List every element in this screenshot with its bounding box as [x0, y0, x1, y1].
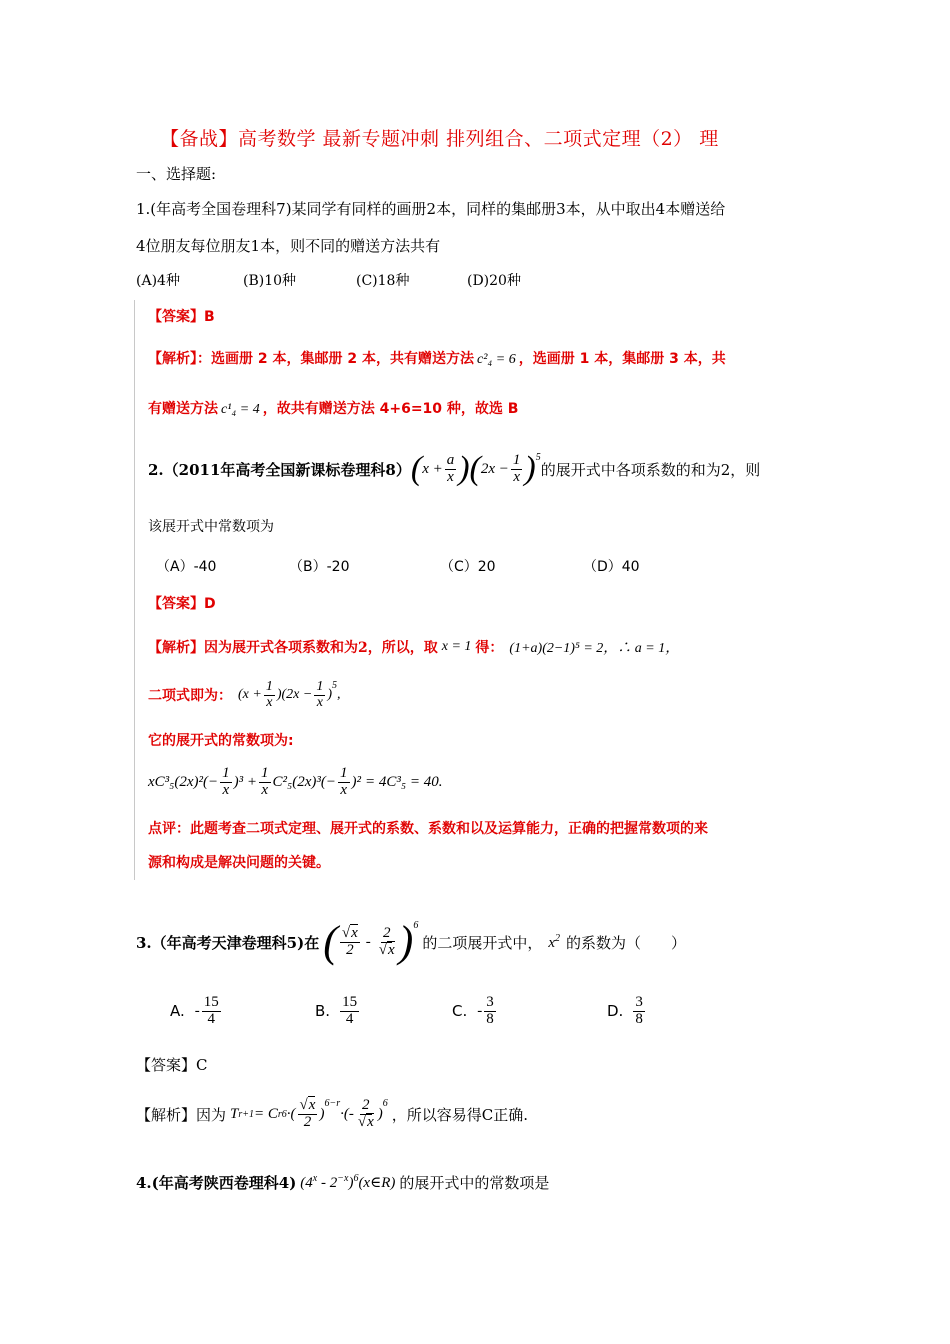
q4-expression: $(4^x - 2^{-x})^6(x\in R)$ [300, 1173, 396, 1191]
q1-line1: 1.(年高考全国卷理科7)某同学有同样的画册2本，同样的集邮册3本，从中取出4本赠送给 [136, 200, 726, 218]
section-heading: 一、选择题: [136, 165, 217, 183]
q1-option-a: (A)4种 [136, 273, 180, 289]
q2-comment-line2: 源和构成是解决问题的关键。 [148, 855, 330, 871]
q3-expression: ( $\frac{√x}{2}$ - $\frac{2}{√x}$ ) $^6$ [323, 917, 419, 966]
q3-option-b: B. $\frac{15}{4}$ [315, 994, 358, 1027]
q1-explanation-line2: 有赠送方法 c¹₄ = 4 ，故共有赠送方法 4+6=10 种，故选 B [148, 401, 519, 417]
q3-option-d: D. $\frac{3}{8}$ [607, 994, 643, 1027]
q1-answer: 【答案】B [148, 309, 215, 325]
q2-line2: 该展开式中常数项为 [148, 519, 274, 535]
q4-line1: 4.(年高考陕西卷理科4) $(4^x - 2^{-x})^6(x\in R)$ 的展开式中的常数项是 [136, 1173, 550, 1192]
q3-option-c: C. - $\frac{3}{8}$ [452, 994, 494, 1027]
q3-line1: 3.（年高考天津卷理科5)在 ( $\frac{√x}{2}$ - $\frac{2}{√x}$ ) $^6$ 的二项展开式中， $x^2$ 的系数为（ ） [136, 917, 687, 966]
q3-answer: 【答案】C [136, 1056, 208, 1074]
q1-option-c: (C)18种 [356, 273, 410, 289]
q3-explanation: 【解析】因为 T r+1 = C r 6 ·( $\frac{√x}{2}$ ) $^{6-r}$ ·(- $\frac{2}{√x}$ ) $^6$ ，所以容易得C正确. [136, 1097, 528, 1130]
q2-option-c: （C）20 [440, 559, 496, 575]
q1-line2: 4位朋友每位朋友1本，则不同的赠送方法共有 [136, 237, 441, 255]
q2-constant-term-formula: xC³₅(2x)²(− $\frac{1}{x}$ )³ + $\frac{1}{x}$ C²₅(2x)³(− $\frac{1}{x}$ )² = 4C³₅ = 40. [148, 765, 443, 798]
q3-general-term: T r+1 = C r 6 ·( $\frac{√x}{2}$ ) $^{6-r}$ ·(- $\frac{2}{√x}$ ) $^6$ [230, 1097, 388, 1130]
q2-binomial: (x + $\frac{1}{x}$ )(2x − $\frac{1}{x}$ ) $^5$ , [238, 679, 341, 710]
q2-answer: 【答案】D [148, 596, 216, 612]
q2-line1: 2.（2011年高考全国新课标卷理科8） ( x + $\frac{a}{x}$ ) ( 2x − $\frac{1}{x}$ ) $^5$ 的展开式中各项系数的和为2，则 [148, 450, 761, 487]
q1-explanation-line1: 【解析】：选画册 2 本，集邮册 2 本，共有赠送方法 c²₄ = 6 ，选画册 1 本，集邮册 3 本，共 [148, 351, 726, 367]
q3-option-a: A. - $\frac{15}{4}$ [170, 994, 219, 1027]
q2-option-d: （D）40 [583, 559, 640, 575]
q2-option-b: （B）-20 [289, 559, 350, 575]
explanation-border [134, 300, 135, 880]
q2-option-a: （A）-40 [156, 559, 217, 575]
q2-expression: ( x + $\frac{a}{x}$ ) ( 2x − $\frac{1}{x}$ ) $^5$ [410, 450, 541, 487]
q1-option-b: (B)10种 [243, 273, 297, 289]
page-title: 【备战】高考数学 最新专题冲刺 排列组合、二项式定理（2） 理 [160, 128, 719, 150]
q2-explanation-line3: 它的展开式的常数项为: [148, 733, 294, 749]
q2-comment-line1: 点评：此题考查二项式定理、展开式的系数、系数和以及运算能力，正确的把握常数项的来 [148, 821, 708, 837]
q2-explanation-line2: 二项式即为： (x + $\frac{1}{x}$ )(2x − $\frac{1}{x}$ ) $^5$ , [148, 679, 341, 710]
q2-explanation-line1: 【解析】因为展开式各项系数和为2，所以，取 x = 1 得： (1+a)(2−1)⁵ = 2，∴ a = 1， [148, 639, 680, 656]
q1-option-d: (D)20种 [467, 273, 521, 289]
